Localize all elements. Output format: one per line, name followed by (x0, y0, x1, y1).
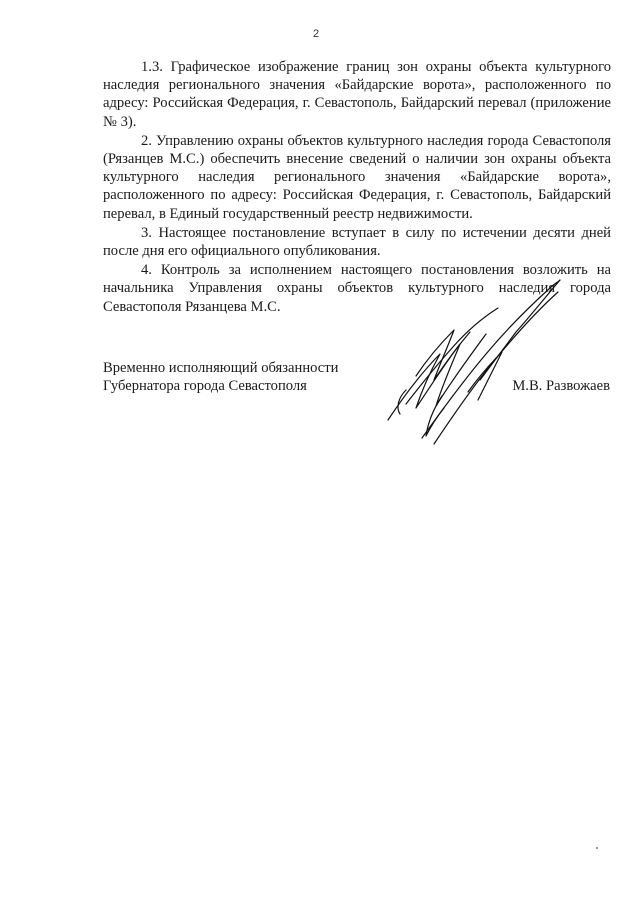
scan-speck (596, 847, 598, 849)
signatory-position-line-2: Губернатора города Севастополя (103, 378, 307, 395)
signatory-position (103, 359, 403, 395)
paragraph-3: 3. Настоящее постановление вступает в силу по истечении десяти дней после дня его официального опубликования. (103, 224, 611, 260)
paragraph-4: 4. Контроль за исполнением настоящего постановления возложить на начальника Управления охраны объектов культурного наследия города Севастополя Рязанцева М.С. (103, 262, 611, 315)
paragraph-2: 2. Управлению охраны объектов культурного наследия города Севастополя (Рязанцев М.С.) обеспечить внесение сведений о наличии зон охраны объекта культурного наследия регионального значения «Байдарские ворота», расположенного по адресу: Российская Федерация, г. Севастополь, Байдарский перевал, в Единый государственный реестр недвижимости. (103, 132, 611, 222)
signatory-name: М.В. Развожаев (512, 378, 610, 394)
signatory-position-line-1: Временно исполняющий обязанности (103, 360, 339, 376)
page-number: 2 (312, 28, 320, 40)
paragraph-1-3: 1.3. Графическое изображение границ зон охраны объекта культурного наследия регионального значения «Байдарские ворота», расположенного по адресу: Российская Федерация, г. Севастополь, Байдарский перевал (приложение № 3). (103, 59, 611, 130)
handwritten-signature (382, 268, 572, 448)
